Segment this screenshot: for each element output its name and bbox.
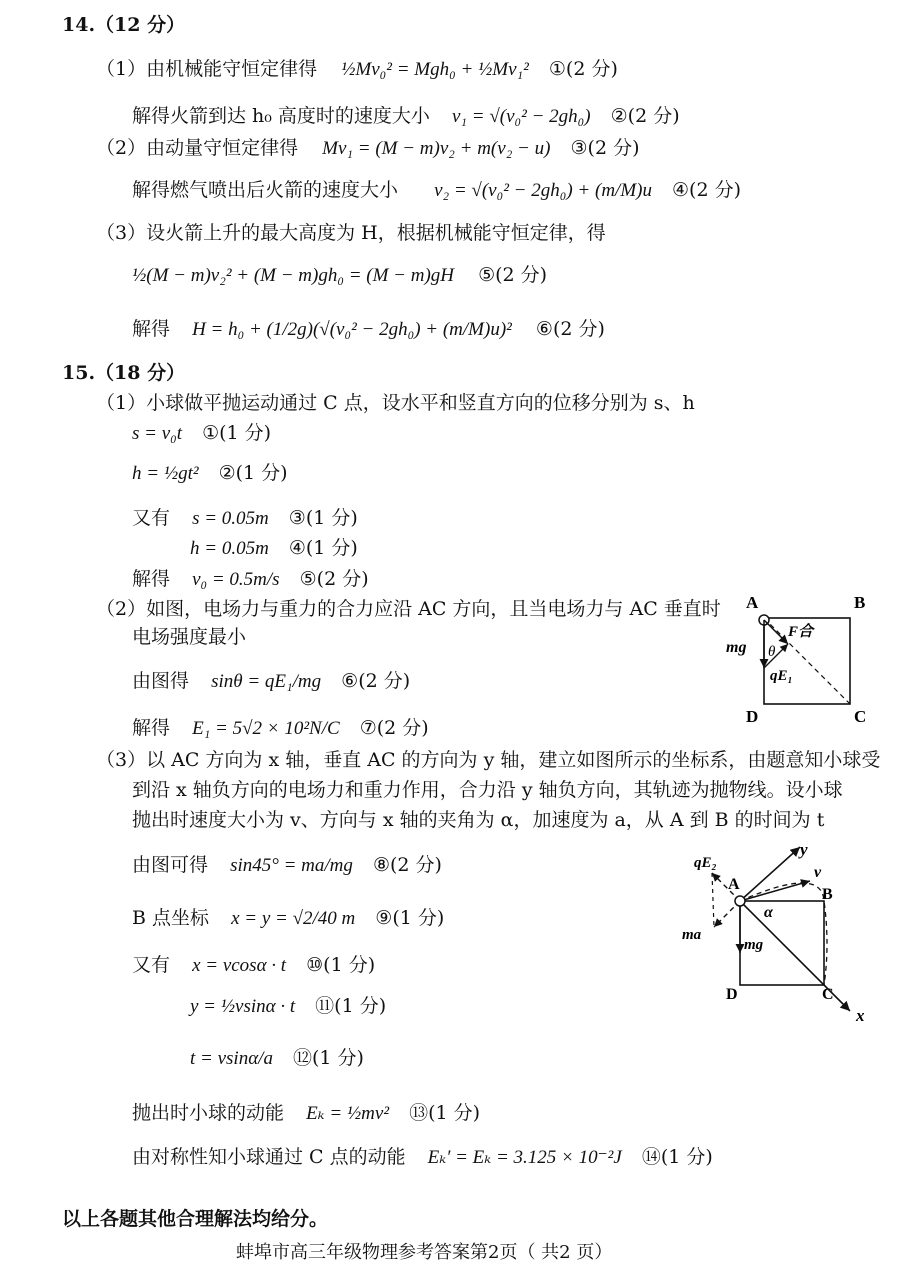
q15-score3: ③(1 分) [288,507,358,529]
q15-eq13-lead: 抛出时小球的动能 [132,1102,285,1124]
q14-part3b-text: 解得 [132,318,171,340]
q14-part3b [132,316,605,343]
q15-part3-text-b: 到沿 x 轴负方向的电场力和重力作用，合力沿 y 轴负方向，其轨迹为抛物线。设小球 [132,779,843,801]
q15-eq12-line [190,1045,364,1072]
q14-score3: ③(2 分) [570,137,640,159]
q15-score1: ①(1 分) [202,422,272,444]
fig2-label-x: x [856,1006,865,1025]
q15-eq5: v₀ = 0.5m/s [192,569,280,590]
fig2-label-alpha: α [764,904,773,921]
q15-part3-text-c: 抛出时速度大小为 v、方向与 x 轴的夹角为 α，加速度为 a，从 A 到 B 的时间为 t [132,809,825,831]
q14-part2-text: （2）由动量守恒定律得 [96,137,299,159]
q15-eq14-line [132,1144,713,1171]
closing-note: 以上各题其他合理解法均给分。 [62,1208,329,1230]
q14-part3-eq-line [132,262,547,289]
q14-part2b-text: 解得燃气喷出后火箭的速度大小 [132,179,399,201]
q15-score11: ⑪(1 分) [315,995,387,1017]
fig2-label-c: C [822,986,834,1003]
q15-part2-text-a: （2）如图，电场力与重力的合力应沿 AC 方向，且当电场力与 AC 垂直时 [96,598,721,620]
q14-score2: ②(2 分) [610,105,680,127]
fig2-label-mg: mg [744,937,764,953]
q15-score14: ⑭(1 分) [641,1146,713,1168]
q14-part2b [132,177,741,204]
fig2-label-a: A [728,876,740,893]
q15-eq3: s = 0.05m [192,508,269,529]
q15-part2-text-b: 电场强度最小 [132,626,247,648]
trajectory-curve [740,883,827,985]
q15-eq13: Eₖ = ½mv² [306,1103,390,1124]
q14-eq5: ½(M − m)v₂² + (M − m)gh₀ = (M − m)gH [132,265,455,286]
fig1-label-f: F合 [788,624,814,640]
force-parallelogram [712,873,714,927]
q15-eq7: E₁ = 5√2 × 10²N/C [192,718,340,739]
fig1-label-d: D [746,707,759,726]
fig2-label-qe2: qE₂ [694,855,717,871]
q14-header: 14.（12 分） [62,14,186,36]
q15-part1-text: （1）小球做平抛运动通过 C 点，设水平和竖直方向的位移分别为 s、h [96,392,695,414]
q14-part1b [132,103,680,130]
q14-part1b-text: 解得火箭到达 h₀ 高度时的速度大小 [132,105,430,127]
q15-score13: ⑬(1 分) [409,1102,481,1124]
q15-eq12: t = vsinα/a [190,1048,273,1069]
q15-eq4-line [190,535,358,562]
q15-eq6: sinθ = qE₁/mg [211,671,322,692]
q15-eq9-lead: B 点坐标 [132,907,210,929]
q15-eq10-line [132,952,375,979]
q15-eq10-lead: 又有 [132,954,171,976]
fig2-label-b: B [822,886,833,903]
q15-score9: ⑨(1 分) [375,907,445,929]
q15-eq2-line [132,460,288,487]
q15-eq6-line [132,668,410,695]
q15-eq8-lead: 由图可得 [132,854,209,876]
q14-part1-text: （1）由机械能守恒定律得 [96,58,318,80]
fig1-label-c: C [854,707,867,726]
q14-part3-text: （3）设火箭上升的最大高度为 H，根据机械能守恒定律，得 [96,222,606,244]
q14-score4: ④(2 分) [672,179,742,201]
q14-score6: ⑥(2 分) [535,318,605,340]
q14-eq1: ½Mv₀² = Mgh₀ + ½Mv₁² [341,59,529,80]
q15-eq3-lead: 又有 [132,507,171,529]
q14-eq2: v₁ = √(v₀² − 2gh₀) [451,106,591,127]
q15-score5: ⑤(2 分) [299,568,369,590]
fig2-label-d: D [726,986,738,1003]
q15-score4: ④(1 分) [288,537,358,559]
q14-eq4: v₂ = √(v₀² − 2gh₀) + (m/M)u [434,180,652,201]
q15-eq11: y = ½vsinα · t [190,996,296,1017]
q14-score5: ⑤(2 分) [478,264,548,286]
q15-eq10: x = vcosα · t [192,955,287,976]
q15-eq8: sin45° = ma/mg [230,855,353,876]
q14-score1: ①(2 分) [548,58,618,80]
q15-eq13-line [132,1100,480,1127]
q15-eq7-line [132,715,429,742]
figure-trajectory [672,835,882,1035]
q15-header: 15.（18 分） [62,362,186,384]
q15-eq5-line [132,566,369,593]
fig1-label-theta: θ [768,644,776,660]
fig1-label-b: B [854,593,866,612]
q15-eq1-line [132,420,271,447]
q15-eq5-lead: 解得 [132,568,171,590]
q14-part2 [96,135,640,162]
fig1-label-a: A [746,593,759,612]
q15-eq14-lead: 由对称性知小球通过 C 点的动能 [132,1146,406,1168]
q15-score6: ⑥(2 分) [341,670,411,692]
q15-score2: ②(1 分) [218,462,288,484]
q15-part3-text-a: （3）以 AC 方向为 x 轴，垂直 AC 的方向为 y 轴，建立如图所示的坐标系，由题意知小球受 [96,749,881,771]
q15-eq4: h = 0.05m [190,538,269,559]
q15-eq2: h = ½gt² [132,463,199,484]
ball-marker-2 [735,896,745,906]
q15-eq8-line [132,852,442,879]
q15-eq6-lead: 由图得 [132,670,190,692]
fig2-label-v: v [814,864,822,881]
f-resultant-vector [764,620,788,644]
q14-eq3: Mv₁ = (M − m)v₂ + m(v₂ − u) [322,138,551,159]
fig1-label-mg: mg [726,639,747,656]
fig1-label-qe1: qE₁ [770,668,793,684]
figure-force-square [720,590,880,730]
q15-eq7-lead: 解得 [132,717,171,739]
fig2-label-y: y [800,840,808,859]
q15-score7: ⑦(2 分) [359,717,429,739]
q15-eq14: Eₖ′ = Eₖ = 3.125 × 10⁻²J [427,1147,622,1168]
page-footer: 蚌埠市高三年级物理参考答案第2页（ 共2 页） [236,1242,613,1263]
q15-score8: ⑧(2 分) [372,854,442,876]
fig2-label-ma: ma [682,927,702,943]
q15-eq3-line [132,505,358,532]
q15-eq9-line [132,905,444,932]
q14-part1 [96,56,618,83]
q15-eq11-line [190,993,386,1020]
q14-eq6: H = h₀ + (1/2g)(√(v₀² − 2gh₀) + (m/M)u)² [192,319,512,340]
q15-score12: ⑫(1 分) [293,1047,364,1069]
q15-eq1: s = v₀t [132,423,183,444]
q15-eq9: x = y = √2/40 m [231,908,356,929]
q15-score10: ⑩(1 分) [306,954,376,976]
